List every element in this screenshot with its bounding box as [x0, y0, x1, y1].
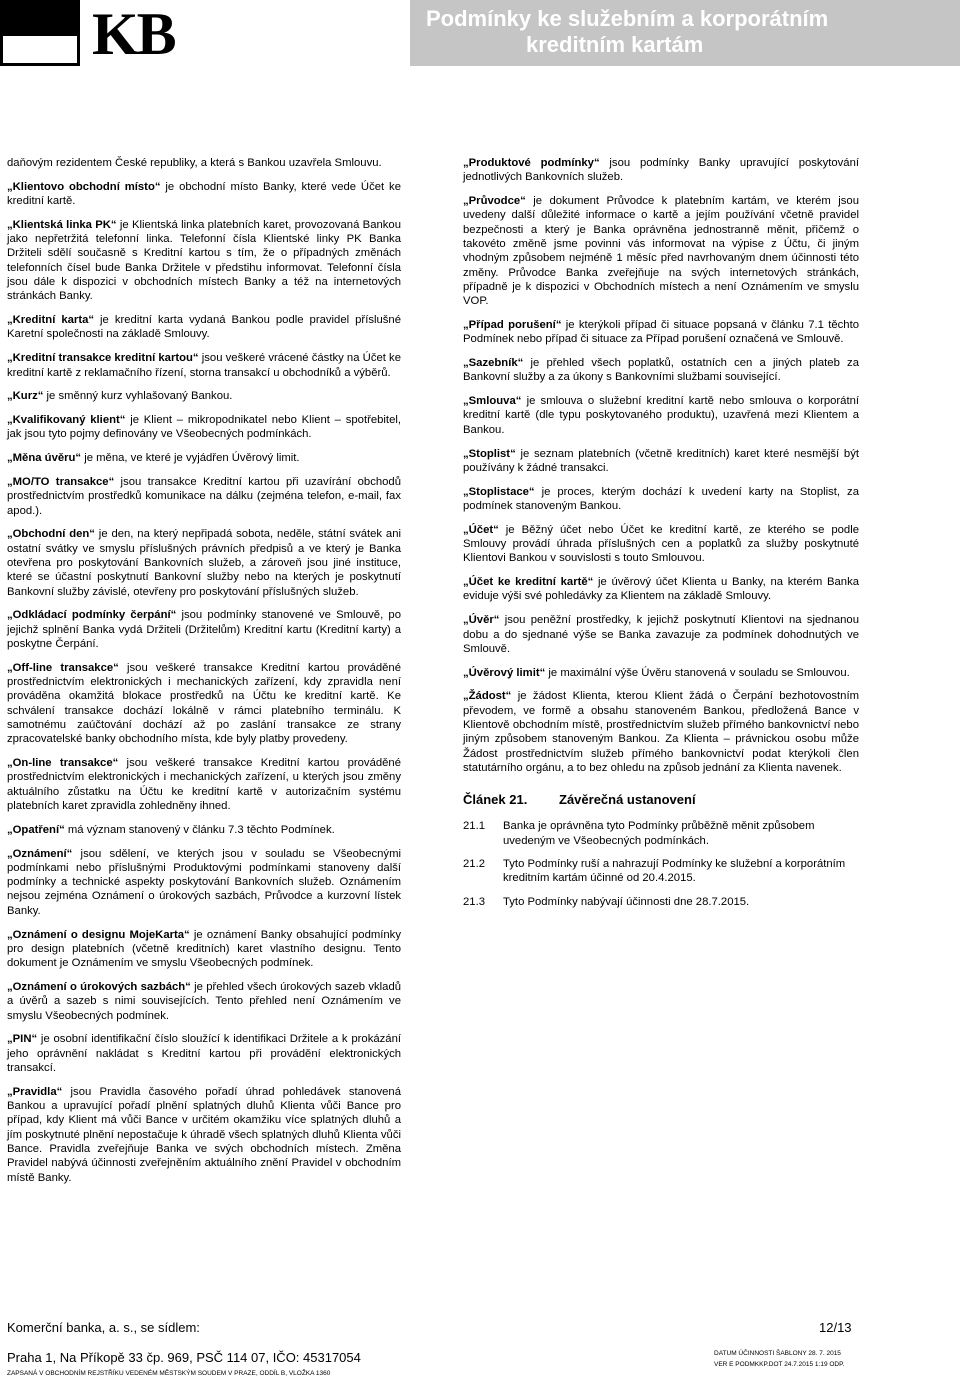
definition-paragraph	[463, 575, 859, 604]
definition-text: jsou veškeré transakce Kreditní kartou prováděné prostřednictvím elektronických i mechanických zařízení, u kterých jsou změny aktuálního zůstatku na Účtu ke kreditní kartě v autorizačním systému platebních karet zpravidla zohledněny ihned.	[7, 757, 401, 812]
definition-text: je Klientská linka platebních karet, provozovaná Bankou jako nepřetržitá telefonní linka. Telefonní čísla Klientské linky PK Banka Držiteli sdělí současně s Kreditní kartou s tím, že o případných změnách telefonních čísel bude Banka Držitele v předstihu informovat. Telefonní čísla jsou dále k dispozici v obchodních místech Banky a též na internetových stránkách Banky.	[7, 218, 401, 303]
article-item-text: Tyto Podmínky ruší a nahrazují Podmínky ke služební a korporátním kreditním kartám účinné od 20.4.2015.	[503, 858, 846, 885]
definition-text: jsou Pravidla časového pořadí úhrad pohledávek stanovená Bankou a upravující pořadí plnění splatných dluhů Klienta vůči Bance pro případ, kdy Klient má vůči Bance v určitém okamžiku více splatných dluhů a jím poskytnuté plnění nepostačuje k úhradě všech splatných dluhů Klienta vůči Bance. Pravidla zveřejňuje Banka ve svých obchodních místech. Změna Pravidel nabývá účinnosti zveřejněním aktuálního znění Pravidel v obchodním místě Banky.	[7, 1085, 401, 1184]
definition-paragraph	[7, 1085, 401, 1185]
definition-term: „Klientovo obchodní místo“	[7, 180, 161, 193]
definition-paragraph	[7, 313, 401, 342]
article-item	[463, 819, 859, 848]
definition-paragraph	[463, 356, 859, 385]
definition-paragraph	[463, 447, 859, 476]
definition-paragraph	[7, 527, 401, 598]
definition-text: je osobní identifikační číslo sloužící k identifikaci Držitele a k prokázání jeho oprávnění nakládat s Kreditní kartou při provádění elektronických transakcí.	[7, 1033, 401, 1074]
article-heading	[463, 793, 859, 807]
definition-term: „Sazebník“	[463, 357, 524, 370]
definition-paragraph	[7, 218, 401, 304]
definition-term: „Obchodní den“	[7, 528, 95, 541]
definition-text: je přehled všech úrokových sazeb vkladů a úvěrů a sazeb s nimi souvisejících. Tento přehled není Oznámením ve smyslu Všeobecných podmínek.	[7, 980, 402, 1022]
definition-paragraph	[463, 194, 859, 308]
definition-term: „Měna úvěru“	[7, 452, 82, 465]
definition-text: je proces, kterým dochází k uvedení karty na Stoplist, za podmínek stanoveným Bankou.	[463, 485, 859, 512]
definition-text: je směnný kurz vyhlašovaný Bankou.	[43, 390, 233, 403]
definition-paragraph	[463, 689, 859, 775]
definition-term: „Případ porušení“	[463, 318, 562, 331]
definition-term: „Kreditní karta“	[7, 314, 95, 327]
definition-term: „Off-line transakce“	[7, 661, 119, 674]
article-item-number: 21.1	[463, 820, 485, 833]
kb-logo-icon	[0, 0, 80, 66]
definition-text: je obchodní místo Banky, které vede Účet ke kreditní kartě.	[7, 180, 401, 208]
definition-text: je smlouva o služební kreditní kartě nebo smlouva o korporátní kreditní kartě (dle typu poskytovaného produktu), uzavřená mezi Klientem a Bankou.	[463, 395, 859, 436]
definition-paragraph	[7, 180, 401, 209]
definition-text: má význam stanovený v článku 7.3 těchto Podmínek.	[64, 823, 335, 836]
definition-paragraph	[7, 847, 401, 918]
definition-text: je Běžný účet nebo Účet ke kreditní kartě, ze kterého se podle Smlouvy provádí úhrada příslušných cen a poplatků za služby poskytnuté Klientovi Bankou v souvislosti s touto Smlouvou.	[463, 523, 859, 565]
definition-term: „Odkládací podmínky čerpání“	[7, 609, 177, 622]
page-number: 12/13	[819, 1320, 852, 1335]
definition-term: „Kurz“	[7, 390, 44, 403]
footer-company: Komerční banka, a. s., se sídlem:	[7, 1320, 200, 1335]
article-items	[463, 819, 859, 908]
definition-text: je dokument Průvodce k platebním kartám, ve kterém jsou uvedeny další důležité informace o kartě a jejím používání včetně pravidel bezpečnosti a který je Banka oprávněna jednostranně měnit, přičemž o takovéto změně jsme povinni vás informovat na výpise z Účtu, či jiným vhodným způsobem nejméně 1 měsíc před navrhovaným dnem účinnosti této změny. Průvodce Banka zveřejňuje na svých internetových stránkách, případně je k dispozici v Obchodních místech a není Oznámením ve smyslu VOP.	[463, 195, 859, 308]
definition-paragraph	[463, 613, 859, 656]
article-item-text: Banka je oprávněna tyto Podmínky průběžně měnit způsobem uvedeným ve Všeobecných podmínkách.	[503, 820, 815, 847]
article-item	[463, 895, 859, 909]
definition-term: „Smlouva“	[463, 395, 522, 408]
definition-term: „Produktové podmínky“	[463, 157, 600, 169]
definition-paragraph	[463, 156, 859, 185]
left-column	[7, 156, 401, 1194]
definition-term: „Opatření“	[7, 823, 65, 836]
definition-term: „Oznámení o úrokových sazbách“	[7, 980, 191, 993]
definition-term: „Oznámení“	[7, 847, 73, 860]
definition-paragraph	[7, 980, 401, 1023]
definition-paragraph	[7, 608, 401, 651]
definition-term: „PIN“	[7, 1033, 38, 1046]
definition-term: „Účet“	[463, 523, 499, 536]
document-title	[426, 6, 946, 58]
definition-paragraph	[463, 485, 859, 514]
definition-text: je seznam platebních (včetně kreditních) karet které nesmější být používány k žádné transakci.	[463, 447, 859, 474]
definition-paragraph	[7, 351, 401, 380]
definition-text: je maximální výše Úvěru stanovená v souladu se Smlouvou.	[545, 666, 850, 679]
definition-text: je oznámení Banky obsahující podmínky pro design platebních (včetně kreditních) karet vlastního designu. Tento dokument je Oznámením ve smyslu Všeobecných podmínek.	[7, 928, 401, 970]
article-item-text: Tyto Podmínky nabývají účinnosti dne 28.7.2015.	[503, 895, 750, 908]
definition-paragraph	[7, 756, 401, 813]
definition-paragraph	[7, 1032, 401, 1075]
header-title-bar	[410, 0, 960, 66]
header-logo-area	[0, 0, 190, 66]
definition-paragraph	[7, 661, 401, 747]
definition-paragraph	[7, 475, 401, 518]
definition-text: jsou sdělení, ve kterých jsou v souladu se Všeobecnými podmínkami nebo příslušnými Produktovými podmínkami stanoveny další podmínky a technické aspekty poskytování Bankovních služeb. Oznámením nejsou zejména Oznámení o úrokových sazbách, Průvodce a kurzovní lístek Banky.	[7, 847, 401, 917]
definition-text: jsou peněžní prostředky, k jejichž poskytnutí Klientovi na sjednanou dobu a do sjednané výše se Banka zavazuje za podmínek dohodnutých ve Smlouvě.	[463, 614, 859, 655]
definition-text: jsou podmínky stanovené ve Smlouvě, po jejichž splnění Banka vydá Držiteli (Držitelům) Kreditní kartu (Kreditní karty) a poskytne Čerpání.	[7, 609, 401, 651]
definition-text: je přehled všech poplatků, ostatních cen a jiných plateb za Bankovní služby a za úkony s Bankovními službami související.	[463, 357, 859, 384]
definition-paragraph	[7, 413, 401, 442]
definition-text: jsou podmínky Banky upravující poskytování jednotlivých Bankovních služeb.	[463, 157, 859, 184]
definition-text: je den, na který nepřipadá sobota, neděle, státní svátek ani ostatní svátky ve smyslu příslušných právních předpisů a ve který je Banka otevřena pro poskytování Bankovních služeb, a zároveň jsou jiné instituce, které se účastní poskytnutí Bankovní služby nebo na kterých je poskytnutí Bankovní služby závislé, otevřeny pro poskytování příslušných služeb.	[7, 528, 402, 598]
definition-paragraph	[7, 156, 401, 170]
definition-term: „Úvěrový limit“	[463, 666, 546, 679]
definition-paragraph	[7, 928, 401, 971]
article-number: Článek 21.	[463, 792, 528, 808]
definition-text: jsou veškeré vrácené částky na Účet ke kreditní kartě z reklamačního řízení, storna transakcí u obchodníků a výběrů.	[7, 352, 401, 379]
article-item-number: 21.3	[463, 895, 485, 908]
definition-text: je Klient – mikropodnikatel nebo Klient – spotřebitel, jak jsou tyto pojmy definovány ve Všeobecných podmínkách.	[7, 414, 401, 441]
definition-paragraph	[7, 823, 401, 837]
definition-paragraph	[7, 451, 401, 465]
definition-paragraph	[7, 389, 401, 403]
definition-term: „On-line transakce“	[7, 757, 119, 770]
definition-term: „MO/TO transakce“	[7, 476, 115, 489]
template-version: VER E PODMKKP.DOT 24.7.2015 1:19 ODP.	[714, 1361, 845, 1368]
definition-text: daňovým rezidentem České republiky, a která s Bankou uzavřela Smlouvu.	[7, 157, 382, 169]
definition-term: „Žádost“	[463, 690, 512, 703]
definition-term: „Kreditní transakce kreditní kartou“	[7, 352, 199, 365]
definition-paragraph	[463, 666, 859, 680]
article-title: Závěrečná ustanovení	[559, 792, 696, 808]
definition-term: „Úvěr“	[463, 614, 500, 627]
article-item	[463, 857, 859, 886]
template-valid-date: DATUM ÚČINNOSTI ŠABLONY 28. 7. 2015	[714, 1350, 841, 1357]
definition-text: jsou veškeré transakce Kreditní kartou prováděné prostřednictvím elektronických i mechanických zařízení, kdy zpravidla není prováděna okamžitá blokace prostředků na Účtu ke kreditní kartě. Ke schválení transakce dochází lokálně v rámci platebního terminálu. K samotnému zaúčtování dochází až po zaslání transakce ze strany zpracovatelské banky obchodního místa, kde byly platby provedeny.	[7, 661, 401, 746]
article-item-number: 21.2	[463, 858, 485, 871]
definition-text: je žádost Klienta, kterou Klient žádá o Čerpání bezhotovostním převodem, ve formě a obsahu stanoveném Bankou, předložená Bance v Klientově obchodním místě, prostřednictvím služeb přímého bankovnictví nebo jiným způsobem stanoveným Bankou. Za Klienta – právnickou osobu může Žádost prostřednictvím služeb přímého bankovnictví podat kterýkoli člen statutárního orgánu, a to bez ohledu na způsob jednání za Klienta navenek.	[463, 690, 859, 774]
title-line-1: Podmínky ke služebním a korporátním	[426, 6, 829, 31]
definition-paragraph	[463, 394, 859, 437]
logo-text: KB	[92, 1, 175, 67]
definition-text: jsou transakce Kreditní kartou při uzavírání obchodů prostřednictvím prostředků komunikace na dálku (zejména telefon, e-mail, fax apod.).	[7, 476, 401, 517]
definition-text: je úvěrový účet Klienta u Banky, na kterém Banka eviduje výši své pohledávky za Klientem na základě Smlouvy.	[463, 576, 859, 603]
definition-text: je kterýkoli případ či situace popsaná v článku 7.1 těchto Podmínek nebo případ či situace za Případ porušení označená ve Smlouvě.	[463, 318, 859, 346]
definition-paragraph	[463, 318, 859, 347]
definition-term: „Stoplist“	[463, 447, 516, 460]
definition-text: je měna, ve které je vyjádřen Úvěrový limit.	[81, 452, 300, 465]
definition-paragraph	[463, 523, 859, 566]
definition-term: „Průvodce“	[463, 195, 526, 208]
right-definitions	[463, 156, 859, 775]
definition-term: „Stoplistace“	[463, 485, 535, 498]
right-column	[463, 156, 859, 918]
footer-registry: ZAPSANÁ V OBCHODNÍM REJSTŘÍKU VEDENÉM MĚSTSKÝM SOUDEM V PRAZE, ODDÍL B, VLOŽKA 1360	[7, 1370, 331, 1377]
definition-term: „Oznámení o designu MojeKarta“	[7, 928, 190, 941]
definition-term: „Kvalifikovaný klient“	[7, 414, 126, 427]
definition-term: „Pravidla“	[7, 1085, 63, 1098]
definition-text: je kreditní karta vydaná Bankou podle pravidel příslušné Karetní společnosti na základě Smlouvy.	[7, 314, 401, 341]
definition-term: „Klientská linka PK“	[7, 218, 117, 231]
footer-address: Praha 1, Na Příkopě 33 čp. 969, PSČ 114 07, IČO: 45317054	[7, 1350, 361, 1365]
title-line-2: kreditním kartám	[526, 32, 704, 57]
definition-term: „Účet ke kreditní kartě“	[463, 576, 594, 589]
